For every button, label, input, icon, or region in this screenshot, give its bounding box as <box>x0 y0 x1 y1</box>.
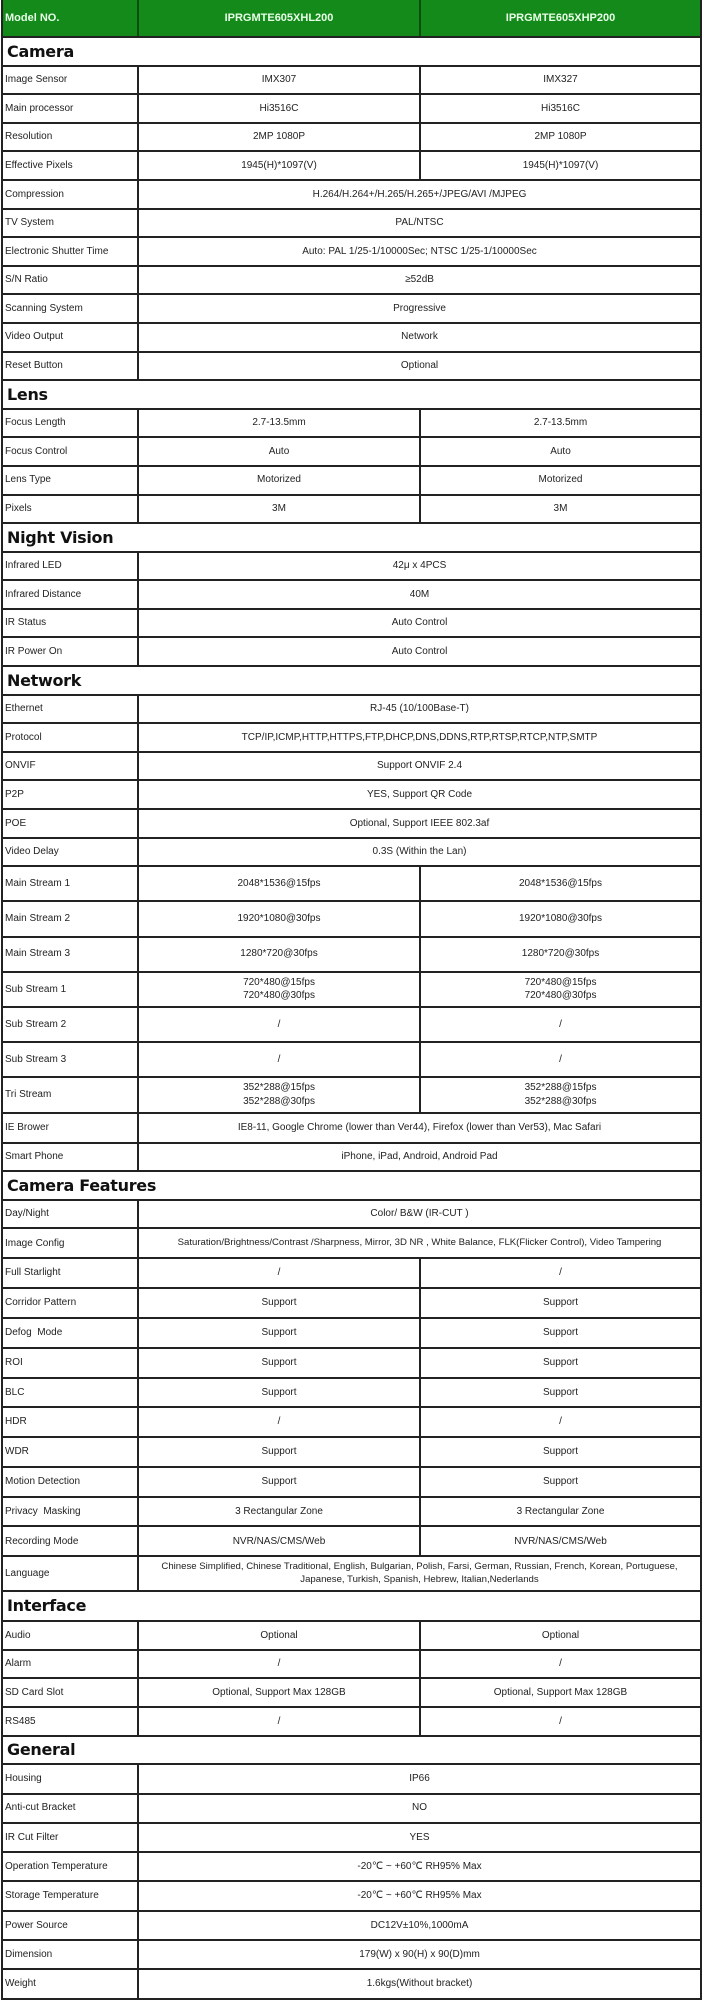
row-label: Infrared LED <box>3 553 139 580</box>
row-value-model-2: Support <box>542 1446 579 1458</box>
row-value-model-1: 1920*1080@30fps <box>139 902 421 935</box>
table-row <box>3 579 700 608</box>
section-title: Night Vision <box>7 527 114 547</box>
value-line: Japanese, Turkish, Spanish, Hebrew, Italian,Nederlands <box>300 1573 539 1585</box>
row-value: RJ-45 (10/100Base-T) <box>370 703 469 715</box>
table-row <box>3 236 700 265</box>
row-value-model-1: 3 Rectangular Zone <box>139 1498 421 1526</box>
row-value-model-2: 3 Rectangular Zone <box>516 1505 605 1517</box>
row-value-model-1: 3M <box>139 496 421 523</box>
table-row <box>3 1763 700 1792</box>
table-row <box>3 1649 700 1678</box>
row-label: Electronic Shutter Time <box>3 238 139 265</box>
table-row <box>3 1525 700 1555</box>
row-value-model-1: Optional, Support Max 128GB <box>139 1679 421 1706</box>
row-value: Saturation/Brightness/Contrast /Sharpness, Mirror, 3D NR , White Balance, FLK(Flicker Control), Video Tampering <box>177 1236 662 1248</box>
row-value-model-1: / <box>139 1259 421 1287</box>
row-label: Dimension <box>3 1941 139 1968</box>
table-row <box>3 936 700 971</box>
row-label: ROI <box>3 1349 139 1377</box>
row-value-model-2 <box>421 973 700 1006</box>
row-value-model-2: / <box>559 1018 562 1030</box>
table-row <box>3 1436 700 1466</box>
header-model-1: IPRGMTE605XHL200 <box>139 0 421 36</box>
row-value-model-1 <box>139 1078 421 1111</box>
table-row <box>3 1793 700 1822</box>
row-value-model-1: Support <box>139 1319 421 1347</box>
table-row <box>3 1555 700 1590</box>
row-label: Anti-cut Bracket <box>3 1795 139 1822</box>
spec-table <box>1 0 702 2000</box>
table-row <box>3 293 700 322</box>
section-camera-features <box>3 1170 700 1199</box>
table-row <box>3 1496 700 1526</box>
section-title: Camera <box>7 41 74 61</box>
row-value: Progressive <box>393 302 446 314</box>
row-value-model-2: 1280*720@30fps <box>521 948 600 960</box>
row-value-model-2: 2.7-13.5mm <box>533 417 588 429</box>
row-value-model-1: Optional <box>139 1622 421 1649</box>
table-row <box>3 1851 700 1880</box>
row-value-model-1: Support <box>139 1468 421 1496</box>
row-label: Main Stream 3 <box>3 938 139 971</box>
row-value-model-2: Auto <box>550 445 571 457</box>
row-value: IP66 <box>409 1773 430 1785</box>
table-row <box>3 122 700 151</box>
table-header-row <box>3 0 700 36</box>
table-row <box>3 150 700 179</box>
row-label: IR Power On <box>3 638 139 665</box>
row-value-model-2: Support <box>542 1356 579 1368</box>
row-value-model-2: Optional <box>541 1629 580 1641</box>
table-row <box>3 1939 700 1968</box>
section-title: Network <box>7 670 82 690</box>
section-title: Lens <box>7 384 48 404</box>
row-label: Sub Stream 1 <box>3 973 139 1006</box>
value-line: 352*288@15fps <box>524 1082 597 1094</box>
row-value-model-2: / <box>559 1267 562 1279</box>
row-value-model-2: Motorized <box>538 474 583 486</box>
row-label: Main Stream 1 <box>3 867 139 900</box>
table-row <box>3 865 700 900</box>
row-label: Motion Detection <box>3 1468 139 1496</box>
row-label: IE Brower <box>3 1114 139 1142</box>
section-network <box>3 665 700 694</box>
row-label: Focus Control <box>3 438 139 465</box>
row-value-model-2: / <box>559 1658 562 1670</box>
table-row <box>3 265 700 294</box>
row-value-model-1: 2048*1536@15fps <box>139 867 421 900</box>
row-label: Full Starlight <box>3 1259 139 1287</box>
table-row <box>3 1142 700 1171</box>
row-label: WDR <box>3 1438 139 1466</box>
row-label: Sub Stream 2 <box>3 1008 139 1041</box>
table-row <box>3 436 700 465</box>
row-value-model-1: 1945(H)*1097(V) <box>139 152 421 179</box>
value-line: 720*480@30fps <box>243 990 315 1002</box>
row-value-model-1: / <box>139 1043 421 1076</box>
value-line: Chinese Simplified, Chinese Traditional, English, Bulgarian, Polish, Farsi, German, Russian, French, Korean, Portuguese, <box>161 1560 678 1572</box>
row-label: Video Delay <box>3 839 139 866</box>
row-label: Resolution <box>3 124 139 151</box>
row-value-model-1: 2MP 1080P <box>139 124 421 151</box>
row-value-model-1: Support <box>139 1289 421 1317</box>
row-value: 40M <box>409 588 430 600</box>
row-label: P2P <box>3 781 139 808</box>
row-label: Weight <box>3 1970 139 1997</box>
row-label: HDR <box>3 1408 139 1436</box>
row-value-model-2: / <box>559 1054 562 1065</box>
row-value-model-2: NVR/NAS/CMS/Web <box>514 1535 607 1547</box>
row-value: DC12V±10%,1000mA <box>370 1919 469 1931</box>
row-value-model-2: 2MP 1080P <box>534 131 587 143</box>
section-camera <box>3 36 700 65</box>
table-row <box>3 465 700 494</box>
row-label: Effective Pixels <box>3 152 139 179</box>
table-row <box>3 1227 700 1257</box>
row-value: 179(W) x 90(H) x 90(D)mm <box>359 1948 480 1960</box>
row-label: Sub Stream 3 <box>3 1043 139 1076</box>
row-label: Focus Length <box>3 410 139 437</box>
table-row <box>3 1377 700 1407</box>
row-value-model-1: Support <box>139 1438 421 1466</box>
table-row <box>3 179 700 208</box>
row-value-model-2 <box>421 1078 700 1111</box>
value-line: 720*480@30fps <box>524 990 597 1002</box>
table-row <box>3 322 700 351</box>
row-value-model-1: / <box>139 1651 421 1678</box>
row-label: SD Card Slot <box>3 1679 139 1706</box>
row-value-model-2: 3M <box>553 503 568 515</box>
row-label: POE <box>3 810 139 837</box>
table-row <box>3 208 700 237</box>
row-label: Protocol <box>3 724 139 751</box>
table-row <box>3 408 700 437</box>
value-line: 720*480@15fps <box>243 976 315 988</box>
table-row <box>3 351 700 380</box>
table-row <box>3 65 700 94</box>
table-row <box>3 1257 700 1287</box>
section-title: Camera Features <box>7 1175 157 1195</box>
value-line: 352*288@30fps <box>524 1095 597 1107</box>
row-value: Optional <box>400 360 439 372</box>
table-row <box>3 1112 700 1142</box>
row-value: 0.3S (Within the Lan) <box>372 846 467 858</box>
row-value-model-1: Support <box>139 1379 421 1407</box>
row-label: Housing <box>3 1765 139 1792</box>
table-row <box>3 1076 700 1111</box>
table-row <box>3 1041 700 1076</box>
row-label: Tri Stream <box>3 1078 139 1111</box>
section-night-vision <box>3 522 700 551</box>
row-value-model-2: IMX327 <box>543 74 578 86</box>
table-row <box>3 900 700 935</box>
header-label: Model NO. <box>3 0 139 36</box>
row-value: IE8-11, Google Chrome (lower than Ver44), Firefox (lower than Ver53), Mac Safari <box>237 1121 602 1133</box>
row-value: YES, Support QR Code <box>366 788 473 800</box>
row-label: Storage Temperature <box>3 1882 139 1909</box>
row-value-model-1: IMX307 <box>139 67 421 94</box>
table-row <box>3 1880 700 1909</box>
row-value: H.264/H.264+/H.265/H.265+/JPEG/AVI /MJPEG <box>312 188 527 200</box>
table-row <box>3 1406 700 1436</box>
section-lens <box>3 379 700 408</box>
row-value-model-2: 1945(H)*1097(V) <box>522 159 599 171</box>
row-value: Color/ B&W (IR-CUT ) <box>370 1208 469 1220</box>
row-label: Operation Temperature <box>3 1853 139 1880</box>
row-value: 42μ x 4PCS <box>392 560 447 572</box>
row-value-model-1: Hi3516C <box>139 95 421 122</box>
row-value: Auto Control <box>391 646 448 658</box>
table-row <box>3 551 700 580</box>
row-label: Video Output <box>3 324 139 351</box>
table-row <box>3 694 700 723</box>
row-value <box>139 1557 700 1590</box>
row-value: NO <box>412 1802 427 1814</box>
table-row <box>3 722 700 751</box>
row-value-model-2: / <box>559 1416 562 1428</box>
table-row <box>3 1822 700 1851</box>
row-label: IR Status <box>3 610 139 637</box>
row-value: TCP/IP,ICMP,HTTP,HTTPS,FTP,DHCP,DNS,DDNS,RTP,RTSP,RTCP,NTP,SMTP <box>241 731 598 743</box>
section-general <box>3 1735 700 1764</box>
table-row <box>3 1287 700 1317</box>
table-row <box>3 636 700 665</box>
table-row <box>3 608 700 637</box>
row-value-model-2: 2048*1536@15fps <box>519 878 602 890</box>
row-value-model-2: Support <box>542 1297 579 1309</box>
row-label: Day/Night <box>3 1201 139 1228</box>
row-value: ≥52dB <box>405 274 434 286</box>
row-value: YES <box>409 1831 430 1843</box>
row-value-model-2: Hi3516C <box>541 102 580 114</box>
row-value-model-1: / <box>139 1408 421 1436</box>
row-label: Reset Button <box>3 353 139 380</box>
row-label: Smart Phone <box>3 1144 139 1171</box>
row-label: Corridor Pattern <box>3 1289 139 1317</box>
row-label: S/N Ratio <box>3 267 139 294</box>
header-model-2: IPRGMTE605XHP200 <box>505 11 616 24</box>
row-value-model-1: Auto <box>139 438 421 465</box>
row-label: Language <box>3 1557 139 1590</box>
row-label: Image Config <box>3 1229 139 1257</box>
row-label: Compression <box>3 181 139 208</box>
value-line: 352*288@15fps <box>243 1082 315 1094</box>
row-value-model-1: 1280*720@30fps <box>139 938 421 971</box>
section-interface <box>3 1590 700 1620</box>
row-value: -20℃ ~ +60℃ RH95% Max <box>357 1890 482 1902</box>
table-row <box>3 1006 700 1041</box>
row-value-model-1: NVR/NAS/CMS/Web <box>139 1527 421 1555</box>
section-title: General <box>7 1740 76 1760</box>
row-value: Optional, Support IEEE 802.3af <box>349 817 490 829</box>
row-value: iPhone, iPad, Android, Android Pad <box>341 1151 498 1163</box>
row-label: Scanning System <box>3 295 139 322</box>
row-value-model-2: Optional, Support Max 128GB <box>493 1687 628 1699</box>
row-value: 1.6kgs(Without bracket) <box>366 1978 473 1990</box>
table-row <box>3 1706 700 1735</box>
table-row <box>3 971 700 1006</box>
table-row <box>3 1910 700 1939</box>
row-label: Infrared Distance <box>3 581 139 608</box>
table-row <box>3 1620 700 1649</box>
row-value: -20℃ ~ +60℃ RH95% Max <box>357 1861 482 1873</box>
table-row <box>3 1968 700 1997</box>
row-label: ONVIF <box>3 753 139 780</box>
table-row <box>3 1466 700 1496</box>
row-value-model-2: Support <box>542 1476 579 1488</box>
row-value-model-2: Support <box>542 1386 579 1398</box>
table-row <box>3 1199 700 1228</box>
row-label: BLC <box>3 1379 139 1407</box>
row-value-model-1: / <box>139 1008 421 1041</box>
row-label: Main Stream 2 <box>3 902 139 935</box>
row-label: Pixels <box>3 496 139 523</box>
row-value: Auto: PAL 1/25-1/10000Sec; NTSC 1/25-1/10000Sec <box>302 245 537 257</box>
row-value: Support ONVIF 2.4 <box>376 760 463 772</box>
value-line: 720*480@15fps <box>524 976 597 988</box>
row-label: Main processor <box>3 95 139 122</box>
row-label: Power Source <box>3 1912 139 1939</box>
row-label: Privacy Masking <box>3 1498 139 1526</box>
row-value-model-2: / <box>559 1715 562 1727</box>
table-row <box>3 751 700 780</box>
table-row <box>3 1677 700 1706</box>
row-label: Alarm <box>3 1651 139 1678</box>
row-label: Audio <box>3 1622 139 1649</box>
row-value-model-1 <box>139 973 421 1006</box>
row-label: RS485 <box>3 1708 139 1735</box>
table-row <box>3 779 700 808</box>
row-label: Lens Type <box>3 467 139 494</box>
section-title: Interface <box>7 1596 87 1616</box>
row-value-model-1: Support <box>139 1349 421 1377</box>
table-row <box>3 494 700 523</box>
table-row <box>3 837 700 866</box>
row-label: TV System <box>3 210 139 237</box>
table-row <box>3 93 700 122</box>
row-label: IR Cut Filter <box>3 1824 139 1851</box>
row-value: PAL/NTSC <box>395 217 444 229</box>
value-line: 352*288@30fps <box>243 1095 315 1107</box>
row-label: Recording Mode <box>3 1527 139 1555</box>
row-value-model-1: 2.7-13.5mm <box>139 410 421 437</box>
table-row <box>3 1317 700 1347</box>
row-value: Network <box>401 331 438 343</box>
row-value-model-1: Motorized <box>139 467 421 494</box>
table-row <box>3 808 700 837</box>
row-value-model-2: Support <box>542 1327 579 1339</box>
row-value-model-2: 1920*1080@30fps <box>519 913 602 925</box>
row-value: Auto Control <box>391 617 448 629</box>
row-label: Defog Mode <box>3 1319 139 1347</box>
table-row <box>3 1347 700 1377</box>
row-label: Ethernet <box>3 696 139 723</box>
row-value-model-1: / <box>139 1708 421 1735</box>
row-label: Image Sensor <box>3 67 139 94</box>
